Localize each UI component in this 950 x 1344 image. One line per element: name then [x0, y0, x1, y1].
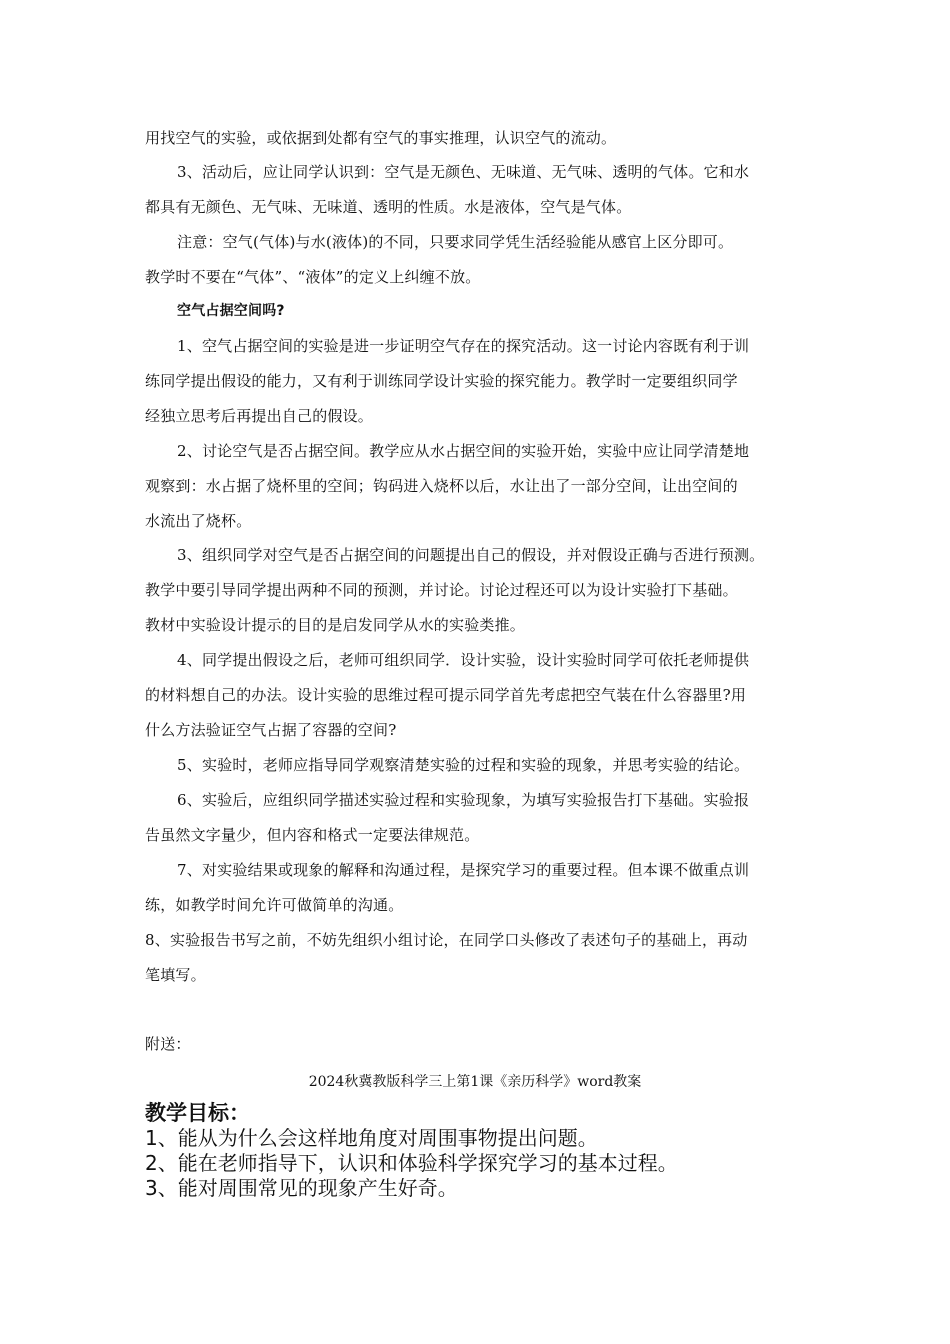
paragraph-line: 笔填写。 — [145, 966, 206, 984]
paragraph-line: 告虽然文字量少，但内容和格式一定要法律规范。 — [145, 826, 480, 844]
paragraph-line: 经独立思考后再提出自己的假设。 — [145, 407, 374, 425]
paragraph-line: 8、实验报告书写之前，不妨先组织小组讨论，在同学口头修改了表述句子的基础上，再动 — [145, 931, 748, 949]
paragraph-line: 水流出了烧杯。 — [145, 512, 252, 530]
appendix-doc-title: 2024秋冀教版科学三上第1课《亲历科学》word教案 — [308, 1074, 642, 1090]
paragraph-line: 教材中实验设计提示的目的是启发同学从水的实验类推。 — [145, 616, 526, 634]
paragraph-line: 3、活动后，应让同学认识到：空气是无颜色、无味道、无气味、透明的气体。它和水 — [177, 163, 750, 181]
goal-item: 1、能从为什么会这样地角度对周围事物提出问题。 — [145, 1126, 598, 1150]
paragraph-line: 练，如教学时间允许可做简单的沟通。 — [145, 896, 404, 914]
paragraph-line: 练同学提出假设的能力，又有利于训练同学设计实验的探究能力。教学时一定要组织同学 — [145, 372, 738, 390]
paragraph-line: 的材料想自己的办法。设计实验的思维过程可提示同学首先考虑把空气装在什么容器里?用 — [145, 686, 747, 704]
paragraph-line: 教学中要引导同学提出两种不同的预测，并讨论。讨论过程还可以为设计实验打下基础。 — [145, 581, 738, 599]
section-heading: 空气占据空间吗? — [177, 303, 285, 319]
paragraph-line: 2、讨论空气是否占据空间。教学应从水占据空间的实验开始，实验中应让同学清楚地 — [177, 442, 750, 460]
note-line: 注意：空气(气体)与水(液体)的不同，只要求同学凭生活经验能从感官上区分即可。 — [177, 233, 734, 251]
paragraph-line: 都具有无颜色、无气味、无味道、透明的性质。水是液体，空气是气体。 — [145, 198, 632, 216]
paragraph-line: 什么方法验证空气占据了容器的空间? — [145, 721, 397, 739]
goals-heading: 教学目标： — [145, 1101, 250, 1125]
paragraph-line: 用找空气的实验，或依据到处都有空气的事实推理，认识空气的流动。 — [145, 129, 617, 147]
goal-item: 2、能在老师指导下，认识和体验科学探究学习的基本过程。 — [145, 1151, 678, 1175]
paragraph-line: 3、组织同学对空气是否占据空间的问题提出自己的假设，并对假设正确与否进行预测。 — [177, 546, 765, 564]
note-line: 教学时不要在“气体”、“液体”的定义上纠缠不放。 — [145, 268, 481, 286]
appendix-label: 附送： — [145, 1035, 191, 1053]
paragraph-line: 6、实验后，应组织同学描述实验过程和实验现象，为填写实验报告打下基础。实验报 — [177, 791, 750, 809]
paragraph-line: 5、实验时，老师应指导同学观察清楚实验的过程和实验的现象，并思考实验的结论。 — [177, 756, 750, 774]
paragraph-line: 观察到：水占据了烧杯里的空间；钩码进入烧杯以后，水让出了一部分空间，让出空间的 — [145, 477, 738, 495]
goal-item: 3、能对周围常见的现象产生好奇。 — [145, 1176, 458, 1200]
paragraph-line: 1、空气占据空间的实验是进一步证明空气存在的探究活动。这一讨论内容既有利于训 — [177, 337, 750, 355]
paragraph-line: 7、对实验结果或现象的解释和沟通过程，是探究学习的重要过程。但本课不做重点训 — [177, 861, 750, 879]
paragraph-line: 4、同学提出假设之后，老师可组织同学．设计实验，设计实验时同学可依托老师提供 — [177, 651, 750, 669]
